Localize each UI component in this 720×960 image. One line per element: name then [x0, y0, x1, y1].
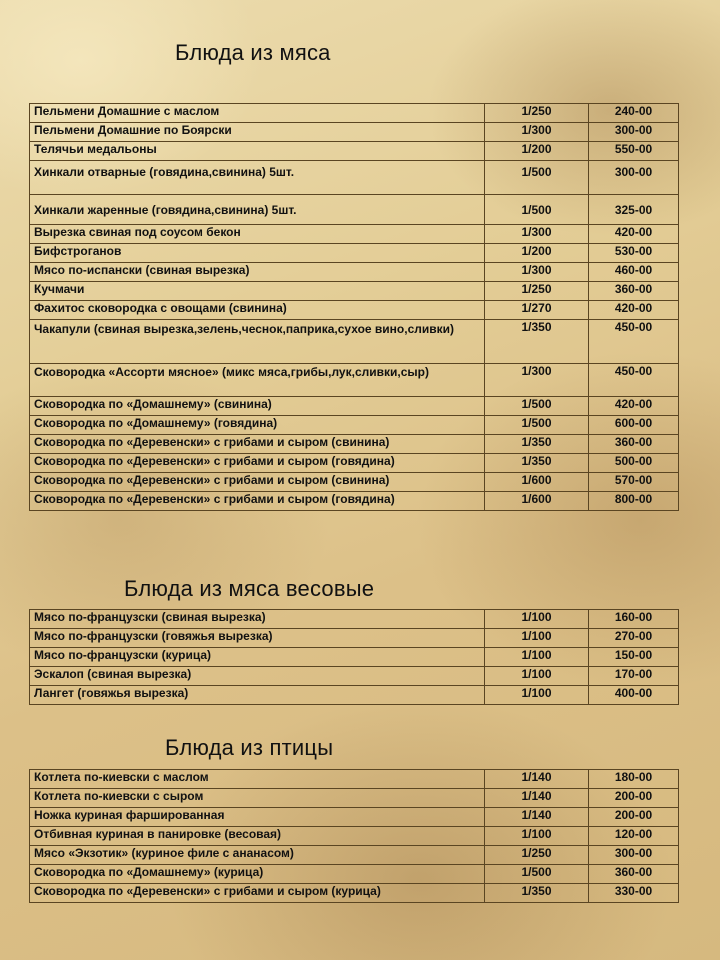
item-price: 300-00 [589, 123, 679, 142]
item-price: 600-00 [589, 416, 679, 435]
section-title-meat: Блюда из мяса [175, 40, 331, 65]
item-name: Кучмачи [30, 282, 485, 301]
item-name: Сковородка по «Домашнему» (курица) [30, 865, 485, 884]
table-row [30, 161, 679, 195]
table-row [30, 667, 679, 686]
table-row [30, 397, 679, 416]
item-weight: 1/350 [485, 454, 589, 473]
item-price: 530-00 [589, 244, 679, 263]
item-price: 360-00 [589, 435, 679, 454]
item-name: Сковородка «Ассорти мясное» (микс мяса,грибы,лук,сливки,сыр) [30, 364, 485, 397]
item-name: Лангет (говяжья вырезка) [30, 686, 485, 705]
item-name: Мясо по-французски (говяжья вырезка) [30, 629, 485, 648]
table-row [30, 435, 679, 454]
item-weight: 1/100 [485, 629, 589, 648]
item-name: Сковородка по «Деревенски» с грибами и сыром (свинина) [30, 473, 485, 492]
table-row [30, 770, 679, 789]
item-price: 400-00 [589, 686, 679, 705]
item-price: 200-00 [589, 808, 679, 827]
item-price: 420-00 [589, 301, 679, 320]
item-weight: 1/270 [485, 301, 589, 320]
item-price: 360-00 [589, 865, 679, 884]
item-name: Котлета по-киевски с сыром [30, 789, 485, 808]
table-row [30, 244, 679, 263]
item-price: 460-00 [589, 263, 679, 282]
item-name: Мясо «Экзотик» (куриное филе с ананасом) [30, 846, 485, 865]
item-weight: 1/500 [485, 397, 589, 416]
item-name: Сковородка по «Домашнему» (говядина) [30, 416, 485, 435]
item-weight: 1/250 [485, 282, 589, 301]
item-name: Отбивная куриная в панировке (весовая) [30, 827, 485, 846]
item-price: 180-00 [589, 770, 679, 789]
item-weight: 1/350 [485, 320, 589, 364]
item-price: 800-00 [589, 492, 679, 511]
item-weight: 1/100 [485, 686, 589, 705]
item-price: 120-00 [589, 827, 679, 846]
item-weight: 1/300 [485, 364, 589, 397]
item-price: 550-00 [589, 142, 679, 161]
item-weight: 1/500 [485, 161, 589, 195]
table-row [30, 301, 679, 320]
item-price: 570-00 [589, 473, 679, 492]
item-weight: 1/140 [485, 770, 589, 789]
item-weight: 1/300 [485, 263, 589, 282]
item-weight: 1/600 [485, 473, 589, 492]
table-row [30, 827, 679, 846]
item-price: 300-00 [589, 161, 679, 195]
menu-table-poultry [29, 769, 679, 903]
table-row [30, 416, 679, 435]
table-row [30, 123, 679, 142]
table-row [30, 686, 679, 705]
item-name: Мясо по-испански (свиная вырезка) [30, 263, 485, 282]
item-weight: 1/500 [485, 416, 589, 435]
item-name: Мясо по-французски (свиная вырезка) [30, 610, 485, 629]
item-name: Пельмени Домашние с маслом [30, 104, 485, 123]
item-name: Сковородка по «Деревенски» с грибами и сыром (курица) [30, 884, 485, 903]
item-price: 450-00 [589, 364, 679, 397]
item-price: 160-00 [589, 610, 679, 629]
section-title-meat-by-weight: Блюда из мяса весовые [124, 576, 375, 601]
item-name: Хинкали отварные (говядина,свинина) 5шт. [30, 161, 485, 195]
item-weight: 1/100 [485, 648, 589, 667]
table-row [30, 195, 679, 225]
menu-table-meat [29, 103, 679, 511]
item-name: Ножка куриная фаршированная [30, 808, 485, 827]
item-name: Сковородка по «Деревенски» с грибами и сыром (говядина) [30, 492, 485, 511]
item-name: Бифстроганов [30, 244, 485, 263]
item-weight: 1/600 [485, 492, 589, 511]
item-weight: 1/100 [485, 827, 589, 846]
table-row [30, 104, 679, 123]
item-name: Телячьи медальоны [30, 142, 485, 161]
table-row [30, 320, 679, 364]
item-price: 420-00 [589, 397, 679, 416]
item-price: 240-00 [589, 104, 679, 123]
item-price: 330-00 [589, 884, 679, 903]
table-row [30, 865, 679, 884]
item-name: Мясо по-французски (курица) [30, 648, 485, 667]
item-price: 360-00 [589, 282, 679, 301]
table-row [30, 492, 679, 511]
item-price: 200-00 [589, 789, 679, 808]
table-row [30, 364, 679, 397]
item-price: 420-00 [589, 225, 679, 244]
item-weight: 1/250 [485, 846, 589, 865]
item-weight: 1/100 [485, 610, 589, 629]
table-row [30, 610, 679, 629]
table-row [30, 789, 679, 808]
item-name: Эскалоп (свиная вырезка) [30, 667, 485, 686]
item-weight: 1/100 [485, 667, 589, 686]
item-name: Чакапули (свиная вырезка,зелень,чеснок,паприка,сухое вино,сливки) [30, 320, 485, 364]
item-weight: 1/140 [485, 789, 589, 808]
table-row [30, 142, 679, 161]
item-name: Сковородка по «Домашнему» (свинина) [30, 397, 485, 416]
item-weight: 1/250 [485, 104, 589, 123]
item-weight: 1/300 [485, 225, 589, 244]
item-name: Котлета по-киевски с маслом [30, 770, 485, 789]
section-title-poultry: Блюда из птицы [165, 735, 334, 760]
table-row [30, 846, 679, 865]
item-price: 270-00 [589, 629, 679, 648]
item-price: 500-00 [589, 454, 679, 473]
item-weight: 1/350 [485, 435, 589, 454]
table-row [30, 454, 679, 473]
item-price: 170-00 [589, 667, 679, 686]
item-weight: 1/140 [485, 808, 589, 827]
item-weight: 1/300 [485, 123, 589, 142]
item-price: 325-00 [589, 195, 679, 225]
table-row [30, 263, 679, 282]
item-name: Вырезка свиная под соусом бекон [30, 225, 485, 244]
item-weight: 1/200 [485, 244, 589, 263]
item-price: 300-00 [589, 846, 679, 865]
item-weight: 1/500 [485, 865, 589, 884]
table-row [30, 808, 679, 827]
item-price: 150-00 [589, 648, 679, 667]
table-row [30, 629, 679, 648]
table-row [30, 225, 679, 244]
item-name: Хинкали жаренные (говядина,свинина) 5шт. [30, 195, 485, 225]
table-row [30, 884, 679, 903]
item-weight: 1/500 [485, 195, 589, 225]
table-row [30, 473, 679, 492]
item-weight: 1/200 [485, 142, 589, 161]
item-name: Фахитос сковородка с овощами (свинина) [30, 301, 485, 320]
item-name: Пельмени Домашние по Боярски [30, 123, 485, 142]
item-name: Сковородка по «Деревенски» с грибами и сыром (свинина) [30, 435, 485, 454]
item-weight: 1/350 [485, 884, 589, 903]
table-row [30, 282, 679, 301]
item-name: Сковородка по «Деревенски» с грибами и сыром (говядина) [30, 454, 485, 473]
table-row [30, 648, 679, 667]
item-price: 450-00 [589, 320, 679, 364]
menu-table-meat-by-weight [29, 609, 679, 705]
